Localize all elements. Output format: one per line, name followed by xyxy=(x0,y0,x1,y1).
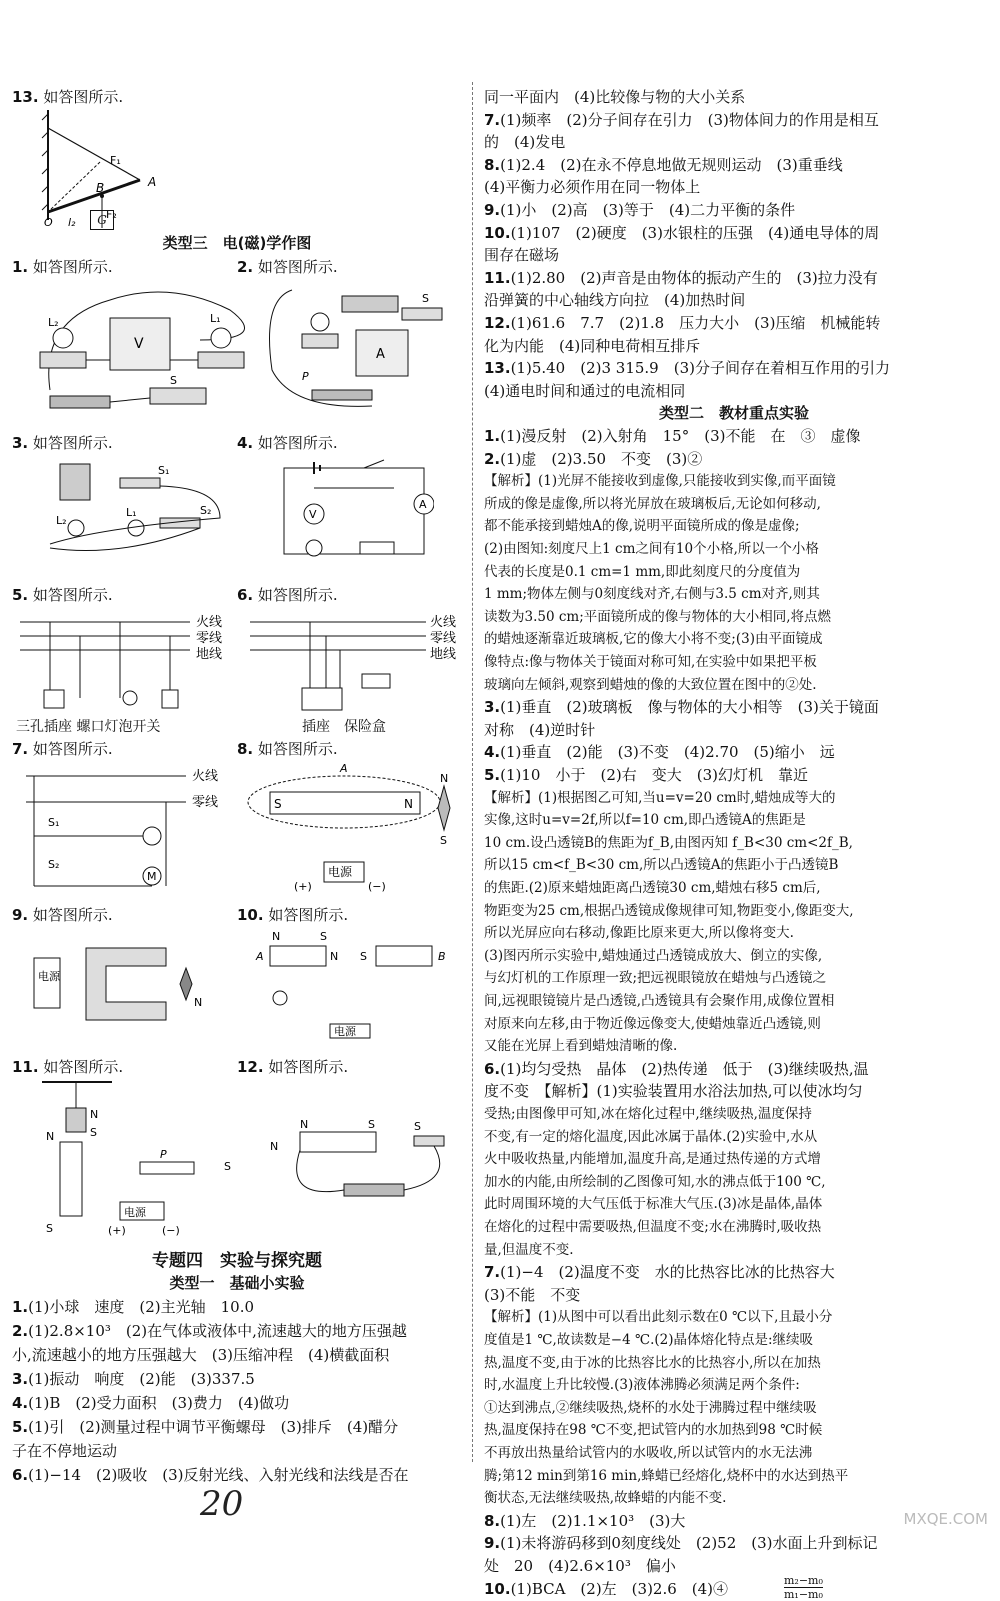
explanation-line: 读数为3.50 cm;平面镜所成的像与物体的大小相同,将点燃 xyxy=(484,608,832,625)
answer-line xyxy=(484,222,879,244)
fig8-label: 8. 如答图所示. xyxy=(237,740,338,758)
explanation-line: 代表的长度是0.1 cm=1 mm,即此刻度尺的分度值为 xyxy=(484,563,801,580)
label-F1: F₁ xyxy=(110,154,121,167)
svg-text:P: P xyxy=(302,370,309,383)
svg-text:零线: 零线 xyxy=(192,795,219,810)
label-F2: F₂ xyxy=(106,208,117,221)
answer-line: 子在不停地运动 xyxy=(12,1442,118,1460)
question-number: 8. xyxy=(484,155,501,174)
svg-text:地线: 地线 xyxy=(196,647,223,662)
explanation-line: 1 mm;物体左侧与0刻度线对齐,右侧与3.5 cm对齐,则其 xyxy=(484,586,820,603)
explanation-line: 的蜡烛逐渐靠近玻璃板,它的像大小将不变;(3)由平面镜成 xyxy=(484,631,823,648)
question-number: 10. xyxy=(484,1579,511,1598)
svg-text:N: N xyxy=(300,1120,309,1131)
question-number: 8. xyxy=(484,1511,501,1530)
page-mark: 20 xyxy=(200,1484,244,1524)
topic4-title: 专题四 实验与探究题 xyxy=(152,1251,322,1271)
svg-text:P: P xyxy=(160,1148,167,1161)
fig2-label: 2. 如答图所示. xyxy=(237,258,338,276)
svg-text:(+): (+) xyxy=(108,1224,126,1237)
svg-text:N: N xyxy=(46,1130,55,1143)
circuit-fig3 xyxy=(40,458,240,568)
svg-text:S: S xyxy=(224,1160,231,1173)
fig7-label: 7. 如答图所示. xyxy=(12,740,113,758)
type1-title: 类型一 基础小实验 xyxy=(169,1274,305,1292)
explanation-line: 又能在光屏上看到蜡烛清晰的像. xyxy=(484,1038,678,1055)
answer-text: (1)虚 (2)3.50 不变 (3)② xyxy=(500,449,703,468)
svg-text:S: S xyxy=(414,1120,421,1133)
explanation-line: 【解析】(1)根据图乙可知,当u=v=20 cm时,蜡烛成等大的 xyxy=(484,789,836,806)
answer-line xyxy=(484,1555,676,1577)
question-number: 6. xyxy=(484,1059,501,1078)
explanation-line: 度值是1 ℃,故读数是−4 ℃.(2)晶体熔化特点是:继续吸 xyxy=(484,1332,814,1348)
answer-text: 处 20 (4)2.6×10³ 偏小 xyxy=(484,1557,676,1575)
answer-line xyxy=(484,1578,728,1600)
answer-line xyxy=(484,312,880,334)
explanation-line: 衡状态,无法继续吸热,故蜂蜡的内能不变. xyxy=(484,1490,727,1507)
answer-text: 围存在磁场 xyxy=(484,246,560,265)
svg-text:N: N xyxy=(90,1108,99,1121)
explanation-line: 的焦距.(2)原来蜡烛距离凸透镜30 cm,蜡烛右移5 cm后, xyxy=(484,880,821,896)
answer-line xyxy=(484,719,595,741)
explanation-line: 与幻灯机的工作原理一致;把远视眼镜放在蜡烛与凸透镜之 xyxy=(484,970,827,987)
fig9-label: 9. 如答图所示. xyxy=(12,906,113,924)
answer-text: (1)均匀受热 晶体 (2)热传递 低于 (3)继续吸热,温 xyxy=(500,1059,869,1078)
question-number: 9. xyxy=(484,201,501,219)
svg-text:S₁: S₁ xyxy=(48,816,60,829)
answer-line xyxy=(484,1080,863,1102)
answer-text: (4)通电时间和通过的电流相同 xyxy=(484,381,686,400)
explanation-line: 时,水温度上升比较慢.(3)液体沸腾必须满足两个条件: xyxy=(484,1377,800,1394)
fig11-label: 11. 如答图所示. xyxy=(12,1058,124,1076)
answer-text: (1)−4 (2)温度不变 水的比热容比冰的比热容大 xyxy=(500,1263,835,1282)
answer-text: (1)未将游码移到0刻度线处 (2)52 (3)水面上升到标记 xyxy=(500,1534,878,1553)
fig6-label: 6. 如答图所示. xyxy=(237,586,338,604)
answer-text: (1)107 (2)硬度 (3)水银柱的压强 (4)通电导体的周 xyxy=(510,223,880,242)
answer-line xyxy=(484,696,879,718)
explanation-line: 【解析】(1)从图中可以看出此刻示数在0 ℃以下,且最小分 xyxy=(484,1309,833,1326)
fig3-label: 3. 如答图所示. xyxy=(12,434,113,452)
answer-text: (1)频率 (2)分子间存在引力 (3)物体间力的作用是相互 xyxy=(500,110,879,129)
svg-text:S: S xyxy=(90,1126,97,1139)
answer-text: 沿弹簧的中心轴线方向拉 (4)加热时间 xyxy=(484,291,746,310)
label-B: B xyxy=(96,181,105,195)
svg-text:火线: 火线 xyxy=(196,615,223,630)
answer-line xyxy=(484,109,879,131)
explanation-line: 物距变为25 cm,根据凸透镜成像规律可知,物距变小,像距变大, xyxy=(484,902,854,919)
circuit-fig7 xyxy=(26,762,236,892)
svg-text:S₂: S₂ xyxy=(48,858,60,871)
svg-text:S: S xyxy=(320,930,327,943)
svg-text:零线: 零线 xyxy=(196,631,223,646)
svg-text:L₂: L₂ xyxy=(48,316,59,329)
answer-line xyxy=(484,154,843,176)
answer-line xyxy=(484,335,700,357)
explanation-line: (2)由图知:刻度尺上1 cm之间有10个小格,所以一个小格 xyxy=(484,541,819,557)
svg-text:V: V xyxy=(309,508,317,521)
answer-line xyxy=(484,1510,685,1532)
svg-text:N: N xyxy=(194,996,203,1009)
answer-text: (4)平衡力必须作用在同一物体上 xyxy=(484,178,701,197)
answer-text: (1)61.6 7.7 (2)1.8 压力大小 (3)压缩 机械能转 xyxy=(510,314,881,332)
q13-label: 13. 如答图所示. xyxy=(12,88,124,106)
answer-line xyxy=(484,1532,878,1554)
svg-text:L₂: L₂ xyxy=(56,514,67,527)
answer-text: (1)小 (2)高 (3)等于 (4)二力平衡的条件 xyxy=(500,201,796,219)
explanation-line: 【解析】(1)光屏不能接收到虚像,只能接收到实像,而平面镜 xyxy=(484,473,836,490)
answer-line xyxy=(484,86,745,108)
svg-text:电源: 电源 xyxy=(38,970,60,983)
answer-line xyxy=(484,764,808,786)
explanation-line: 热,温度不变,由于冰的比热容比水的比热容小,所以在加热 xyxy=(484,1354,821,1371)
question-number: 1. xyxy=(484,427,501,445)
svg-text:S₁: S₁ xyxy=(158,464,170,477)
svg-text:N: N xyxy=(272,930,281,943)
solenoid-fig10 xyxy=(250,928,460,1048)
svg-text:M: M xyxy=(147,870,157,883)
question-number: 11. xyxy=(484,268,511,287)
explanation-line: 10 cm.设凸透镜B的焦距为f_B,由图丙知 f_B<30 cm<2f_B, xyxy=(484,834,853,851)
electromagnet-fig12 xyxy=(264,1120,464,1210)
svg-text:S: S xyxy=(440,834,447,847)
svg-text:A: A xyxy=(256,950,264,963)
label-O: O xyxy=(44,216,53,228)
wiring-fig5 xyxy=(20,610,240,720)
question-number: 5. xyxy=(484,766,501,784)
explanation-line: 在熔化的过程中需要吸热,但温度不变;水在沸腾时,吸收热 xyxy=(484,1219,822,1235)
answer-text: 同一平面内 (4)比较像与物的大小关系 xyxy=(484,88,746,106)
svg-text:(−): (−) xyxy=(162,1224,180,1237)
answer-text: (1)5.40 (2)3 315.9 (3)分子间存在着相互作用的引力 xyxy=(510,359,890,378)
question-number: 12. xyxy=(484,314,511,332)
svg-text:(+): (+) xyxy=(294,880,312,892)
fig10-label: 10. 如答图所示. xyxy=(237,906,349,924)
svg-text:S: S xyxy=(360,950,367,963)
answer-line xyxy=(484,1261,835,1283)
answer-line xyxy=(484,425,860,447)
answer-line xyxy=(484,741,835,763)
svg-text:A: A xyxy=(376,347,385,362)
explanation-line: 此时周围环境的大气压低于标准大气压.(3)冰是晶体,晶体 xyxy=(484,1196,823,1213)
wiring-fig6 xyxy=(250,610,470,720)
svg-text:S: S xyxy=(274,797,282,811)
answer-line xyxy=(484,289,745,311)
fig6-caption: 插座 保险盒 xyxy=(302,719,386,735)
question-number: 10. xyxy=(484,223,511,242)
electromagnet-fig11 xyxy=(32,1078,242,1238)
circuit-fig2 xyxy=(252,280,452,420)
label-A: A xyxy=(148,175,157,189)
answer-line: 6.(1)−14 (2)吸收 (3)反射光线、入射光线和法线是否在 xyxy=(12,1466,409,1484)
answer-text: 的 (4)发电 xyxy=(484,133,566,152)
svg-text:N: N xyxy=(440,772,449,785)
section-title: 类型二 教材重点实验 xyxy=(658,404,809,423)
svg-text:L₁: L₁ xyxy=(210,312,221,325)
type3-title: 类型三 电(磁)学作图 xyxy=(162,234,312,252)
explanation-line: 实像,这时u=v=2f,所以f=10 cm,即凸透镜A的焦距是 xyxy=(484,812,806,829)
svg-text:N: N xyxy=(330,950,339,963)
svg-text:零线: 零线 xyxy=(430,631,457,646)
svg-text:电源: 电源 xyxy=(328,865,353,879)
question-number: 7. xyxy=(484,1263,501,1282)
explanation-line: 加水的内能,由所绘制的乙图像可知,水的沸点低于100 ℃, xyxy=(484,1173,826,1190)
circuit-fig4 xyxy=(274,458,434,568)
answer-line: 1.(1)小球 速度 (2)主光轴 10.0 xyxy=(12,1298,255,1316)
answer-text: (1)2.80 (2)声音是由物体的振动产生的 (3)拉力没有 xyxy=(510,268,878,287)
svg-text:V: V xyxy=(134,336,144,352)
answer-text: 度不变 【解析】(1)实验装置用水浴法加热,可以使冰均匀 xyxy=(484,1082,863,1101)
explanation-line: 所成的像是虚像,所以将光屏放在玻璃板后,无论如何移动, xyxy=(484,495,821,512)
svg-text:S: S xyxy=(170,374,177,387)
question-number: 4. xyxy=(484,743,501,762)
answer-text: 化为内能 (4)同种电荷相互排斥 xyxy=(484,336,701,355)
answer-text: (1)BCA (2)左 (3)2.6 (4)④ xyxy=(510,1579,729,1598)
explanation-line: ①达到沸点,②继续吸热,烧杯的水处于沸腾过程中继续吸 xyxy=(484,1399,817,1416)
answer-text: (1)垂直 (2)玻璃板 像与物体的大小相等 (3)关于镜面 xyxy=(500,698,879,717)
answer-line xyxy=(484,199,795,221)
answer-line: 3.(1)振动 响度 (2)能 (3)337.5 xyxy=(12,1370,255,1388)
svg-text:火线: 火线 xyxy=(430,615,457,630)
answer-line: 2.(1)2.8×10³ (2)在气体或液体中,流速越大的地方压强越 xyxy=(12,1322,407,1340)
explanation-line: 所以15 cm<f_B<30 cm,所以凸透镜A的焦距小于凸透镜B xyxy=(484,857,839,874)
question-number: 2. xyxy=(484,449,501,468)
explanation-line: 所以光屏应向右移动,像距比原来更大,所以像将变大. xyxy=(484,925,794,942)
weight-G: G xyxy=(90,210,114,230)
svg-text:地线: 地线 xyxy=(430,647,457,662)
svg-text:N: N xyxy=(404,797,413,811)
circuit-fig1 xyxy=(30,280,250,420)
answer-line xyxy=(484,1058,869,1080)
explanation-line: 不再放出热量给试管内的水吸收,所以试管内的水无法沸 xyxy=(484,1445,813,1461)
answer-text: (1)10 小于 (2)右 变大 (3)幻灯机 靠近 xyxy=(500,766,808,784)
question-number: 7. xyxy=(484,110,501,129)
svg-text:S₂: S₂ xyxy=(200,504,212,517)
explanation-line: 像特点:像与物体关于镜面对称可知,在实验中如果把平板 xyxy=(484,654,817,670)
svg-text:A: A xyxy=(419,498,427,511)
fig5-label: 5. 如答图所示. xyxy=(12,586,113,604)
column-divider xyxy=(472,82,474,1462)
answer-line: 5.(1)引 (2)测量过程中调节平衡螺母 (3)排斥 (4)醋分 xyxy=(12,1418,399,1436)
explanation-line: 火中吸收热量,内能增加,温度升高,是通过热传递的方式增 xyxy=(484,1151,821,1168)
explanation-line: 对原来向左移,由于物近像远像变大,使蜡烛靠近凸透镜,则 xyxy=(484,1015,821,1032)
answer-text: (1)漫反射 (2)入射角 15° (3)不能 在 ③ 虚像 xyxy=(500,427,861,445)
svg-text:S: S xyxy=(422,292,429,305)
fig5-caption: 三孔插座 螺口灯泡开关 xyxy=(16,719,161,735)
answer-text: (3)不能 不变 xyxy=(484,1285,581,1304)
fraction xyxy=(784,1574,823,1601)
solenoid-fig8 xyxy=(244,762,464,892)
answer-text: (1)垂直 (2)能 (3)不变 (4)2.70 (5)缩小 远 xyxy=(500,743,835,762)
svg-text:(−): (−) xyxy=(368,880,386,892)
answer-line: 4.(1)B (2)受力面积 (3)费力 (4)做功 xyxy=(12,1394,290,1412)
svg-text:S: S xyxy=(46,1222,53,1235)
answer-text: 对称 (4)逆时针 xyxy=(484,720,596,739)
explanation-line: 间,远视眼镜镜片是凸透镜,凸透镜具有会聚作用,成像位置相 xyxy=(484,993,835,1009)
answer-line xyxy=(484,131,565,153)
question-number: 3. xyxy=(484,698,501,717)
explanation-line: 热,温度保持在98 ℃不变,把试管内的水加热到98 ℃时候 xyxy=(484,1422,823,1439)
answer-line xyxy=(484,267,878,289)
explanation-line: 量,但温度不变. xyxy=(484,1241,574,1258)
explanation-line: 玻璃向左倾斜,观察到蜡烛的像的大致位置在图中的②处. xyxy=(484,676,817,693)
svg-text:电源: 电源 xyxy=(124,1206,146,1219)
svg-text:火线: 火线 xyxy=(192,769,219,784)
svg-text:A: A xyxy=(340,762,348,775)
answer-text: (1)左 (2)1.1×10³ (3)大 xyxy=(500,1511,686,1530)
answer-line xyxy=(484,380,685,402)
explanation-line: 腾;第12 min到第16 min,蜂蜡已经熔化,烧杯中的水达到热平 xyxy=(484,1467,849,1484)
answer-text: (1)2.4 (2)在永不停息地做无规则运动 (3)重垂线 xyxy=(500,155,843,174)
answer-line xyxy=(484,1284,580,1306)
watermark: MXQE.COM xyxy=(903,1510,988,1528)
answer-line xyxy=(484,448,702,470)
svg-text:L₁: L₁ xyxy=(126,506,137,519)
question-number: 13. xyxy=(484,359,511,378)
fig1-label: 1. 如答图所示. xyxy=(12,258,113,276)
fig4-label: 4. 如答图所示. xyxy=(237,434,338,452)
explanation-line: 不变,有一定的熔化温度,因此冰属于晶体.(2)实验中,水从 xyxy=(484,1128,818,1145)
svg-text:S: S xyxy=(368,1120,375,1131)
explanation-line: 受热;由图像甲可知,冰在熔化过程中,继续吸热,温度保持 xyxy=(484,1106,812,1122)
answer-line xyxy=(484,176,700,198)
answer-line xyxy=(484,244,559,266)
svg-text:电源: 电源 xyxy=(334,1025,356,1038)
fraction-numerator: m₂−m₀ xyxy=(784,1573,823,1587)
fig12-label: 12. 如答图所示. xyxy=(237,1058,349,1076)
answer-line: 小,流速越小的地方压强越大 (3)压缩冲程 (4)横截面积 xyxy=(12,1346,390,1364)
question-number: 9. xyxy=(484,1534,501,1553)
svg-text:B: B xyxy=(438,950,446,963)
explanation-line: 都不能承接到蜡烛A的像,说明平面镜所成的像是虚像; xyxy=(484,518,800,535)
magnet-fig9 xyxy=(26,928,226,1048)
answer-line xyxy=(484,357,890,379)
explanation-line: (3)图丙所示实验中,蜡烛通过凸透镜成放大、倒立的实像, xyxy=(484,947,823,964)
fraction-denominator: m₁−m₀ xyxy=(784,1587,823,1601)
label-l2: l₂ xyxy=(68,216,76,228)
svg-text:N: N xyxy=(270,1140,279,1153)
